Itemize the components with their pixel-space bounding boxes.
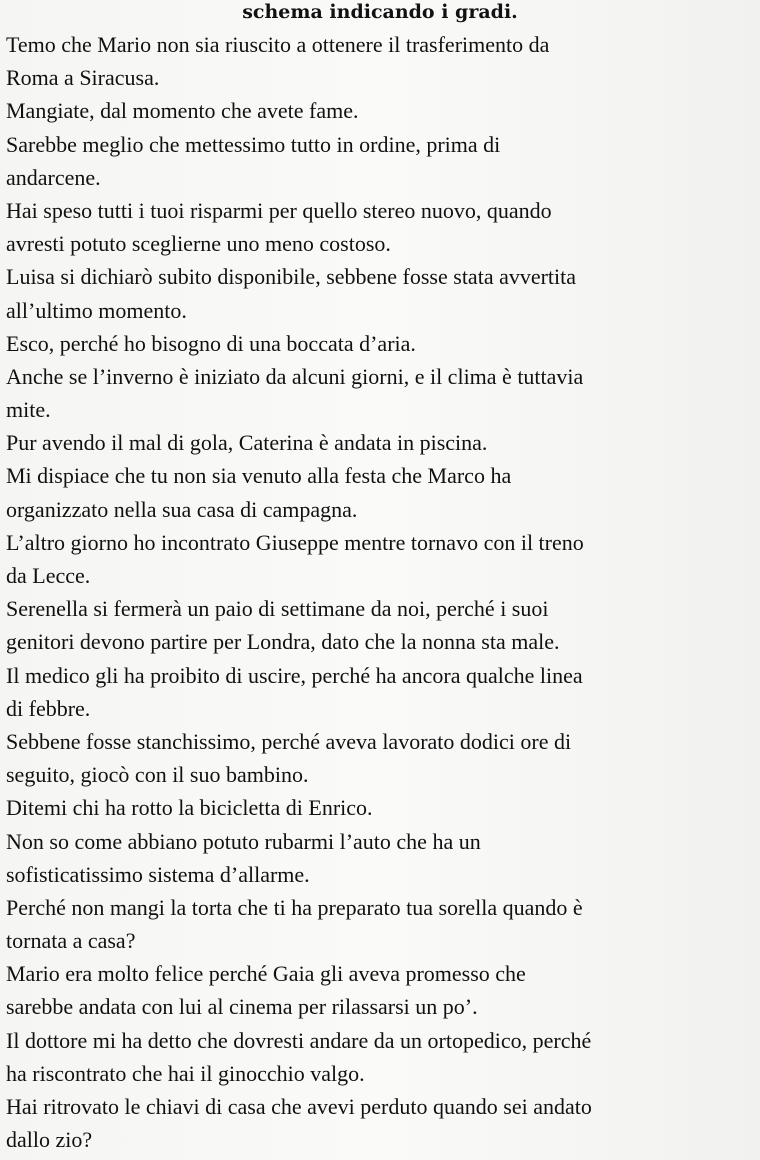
text-line: sofisticatissimo sistema d’allarme. bbox=[6, 861, 310, 887]
text-line: organizzato nella sua casa di campagna. bbox=[6, 496, 358, 522]
text-line: Temo che Mario non sia riuscito a ottenere il trasferimento da bbox=[6, 32, 550, 57]
text-line: Anche se l’inverno è iniziato da alcuni giorni, e il clima è tuttavia bbox=[6, 363, 584, 389]
text-line: Non so come abbiano potuto rubarmi l’auto che ha un bbox=[6, 828, 481, 854]
text-line: Serenella si fermerà un paio di settimane da noi, perché i suoi bbox=[6, 596, 549, 622]
text-line: ha riscontrato che hai il ginocchio valgo. bbox=[6, 1060, 365, 1086]
text-line: Mi dispiace che tu non sia venuto alla festa che Marco ha bbox=[6, 463, 512, 489]
text-line: tornata a casa? bbox=[6, 928, 136, 954]
text-line: Luisa si dichiarò subito disponibile, sebbene fosse stata avvertita bbox=[6, 264, 577, 290]
text-line: Mangiate, dal momento che avete fame. bbox=[6, 98, 359, 124]
text-line: avresti potuto sceglierne uno meno costoso. bbox=[6, 231, 391, 257]
text-line: dallo zio? bbox=[6, 1127, 93, 1153]
text-line: Hai speso tutti i tuoi risparmi per quello stereo nuovo, quando bbox=[6, 197, 552, 223]
text-line: Hai ritrovato le chiavi di casa che avevi perduto quando sei andato bbox=[6, 1094, 592, 1119]
text-line: Mario era molto felice perché Gaia gli aveva promesso che bbox=[6, 961, 526, 987]
text-line: genitori devono partire per Londra, dato che la nonna sta male. bbox=[6, 629, 560, 655]
text-line: Ditemi chi ha rotto la bicicletta di Enrico. bbox=[6, 795, 373, 821]
text-line: Esco, perché ho bisogno di una boccata d’aria. bbox=[6, 330, 416, 356]
text-line: seguito, giocò con il suo bambino. bbox=[6, 762, 309, 788]
text-line: Il medico gli ha proibito di uscire, perché ha ancora qualche linea bbox=[6, 662, 583, 688]
text-line: all’ultimo momento. bbox=[6, 297, 187, 323]
text-line: Il dottore mi ha detto che dovresti andare da un ortopedico, perché bbox=[6, 1027, 592, 1053]
text-line: mite. bbox=[6, 397, 51, 423]
text-line: sarebbe andata con lui al cinema per rilassarsi un po’. bbox=[6, 994, 478, 1020]
text-line: andarcene. bbox=[6, 164, 101, 190]
text-line: Sarebbe meglio che mettessimo tutto in ordine, prima di bbox=[6, 131, 501, 157]
page-title: schema indicando i gradi. bbox=[242, 1, 518, 23]
text-line: di febbre. bbox=[6, 695, 91, 721]
text-body bbox=[6, 28, 758, 1156]
text-line: Roma a Siracusa. bbox=[6, 65, 160, 91]
text-line: Pur avendo il mal di gola, Caterina è andata in piscina. bbox=[6, 430, 488, 456]
text-line: Perché non mangi la torta che ti ha preparato tua sorella quando è bbox=[6, 894, 583, 920]
text-line: da Lecce. bbox=[6, 563, 91, 588]
text-line: L’altro giorno ho incontrato Giuseppe mentre tornavo con il treno bbox=[6, 529, 584, 555]
text-line: Sebbene fosse stanchissimo, perché aveva lavorato dodici ore di bbox=[6, 728, 572, 754]
